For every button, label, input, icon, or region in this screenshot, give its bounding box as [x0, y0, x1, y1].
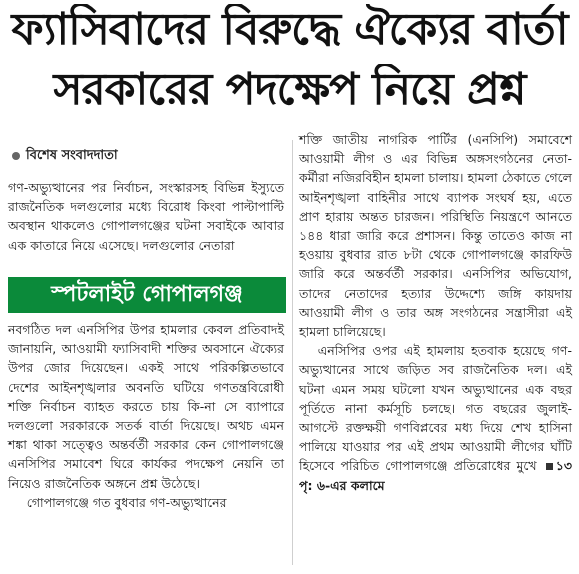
column-divider — [292, 140, 293, 565]
paragraph-text: এনসিপির ওপর এই হামলায় হতবাক হয়েছে গণ-অভ্যুত্থানের সাথে জড়িত সব রাজনৈতিক দল। এই ঘটনা এমন সময় ঘটলো যখন অভ্যুত্থানের এক বছর পূর্তিতে নানা কর্মসূচি চলছে। গত বছরের জুলাই-আগস্টে রক্তক্ষয়ী গণবিপ্লবের মধ্য দিয়ে শেখ হাসিনা পালিয়ে যাওয়ার পর এই প্রথম আওয়ামী লীগের ঘাঁটি হিসেবে পরিচিত গোপালগঞ্জে প্রতিরোধের মুখে — [299, 343, 572, 474]
bullet-icon — [12, 152, 20, 160]
paragraph: নবগঠিত দল এনসিপির উপর হামলার কেবল প্রতিবাদই জানায়নি, আওয়ামী ফ্যাসিবাদী শক্তির অবসানে ঐক্যের উপর জোর দিয়েছেন। একই সাথে পরিকল্পিতভাবে দেশের আইনশৃঙ্খলার অবনতি ঘটিয়ে গণতন্ত্রবিরোধী শক্তি নির্বাচন ব্যাহত করতে চায় কি-না সে ব্যাপারে দলগুলো সরকারকে সতর্ক বার্তা দিয়েছে। অথচ এমন শঙ্কা থাকা সত্ত্বেও অন্তর্বর্তী সরকার কেন গোপালগঞ্জে এনসিপির সমাবেশ ঘিরে কার্যকর পদক্ষেপ নেয়নি তা নিয়েও রাজনৈতিক অঙ্গনে প্রশ্ন উঠেছে। — [8, 322, 284, 491]
byline — [12, 146, 118, 167]
paragraph: শক্তি জাতীয় নাগরিক পার্টির (এনসিপি) সমাবেশে আওয়ামী লীগ ও এর বিভিন্ন অঙ্গসংগঠনের নেতা-কর্মীরা নজিরবিহীন হামলা চালায়। হামলা ঠেকাতে গেলে আইনশৃঙ্খলা বাহিনীর সাথে ব্যাপক সংঘর্ষ হয়, এতে প্রাণ হারায় অন্তত চারজন। পরিস্থিতি নিয়ন্ত্রণে আনতে ১৪৪ ধারা জারি করে প্রশাসন। কিন্তু তাতেও কাজ না হওয়ায় বুধবার রাত ৮টা থেকে গোপালগঞ্জে কারফিউ জারি করে অন্তর্বর্তী সরকার। এনসিপির অভিযোগ, তাদের নেতাদের হত্যার উদ্দেশ্যে জঙ্গি কায়দায় আওয়ামী লীগ ও তার অঙ্গ সংগঠনের সন্ত্রাসীরা এই হামলা চালিয়েছে। — [299, 132, 572, 340]
paragraph — [299, 341, 572, 495]
left-column-top — [8, 178, 284, 255]
right-column — [299, 130, 572, 495]
square-bullet-icon — [546, 463, 553, 470]
paragraph: গণ-অভ্যুত্থানের পর নির্বাচন, সংস্কারসহ বিভিন্ন ইস্যুতে রাজনৈতিক দলগুলোর মধ্যে বিরোধ কিংবা পাল্টাপাল্টি অবস্থান থাকলেও গোপালগঞ্জের ঘটনা সবাইকে আবার এক কাতারে নিয়ে এসেছে। দলগুলোর নেতারা — [8, 180, 284, 253]
spotlight-banner: স্পটলাইট গোপালগঞ্জ — [8, 277, 286, 313]
byline-text: বিশেষ সংবাদদাতা — [26, 148, 118, 163]
left-column-bottom — [8, 320, 284, 512]
continuation-text: ১৩ পৃ: ৬-এর কলামে — [299, 458, 572, 493]
paragraph: গোপালগঞ্জে গত বুধবার গণ-অভ্যুত্থানের — [26, 494, 227, 510]
headline-line-2: সরকারের পদক্ষেপ নিয়ে প্রশ্ন — [53, 64, 526, 115]
headline-line-1: ফ্যাসিবাদের বিরুদ্ধে ঐক্যের বার্তা — [11, 4, 568, 55]
